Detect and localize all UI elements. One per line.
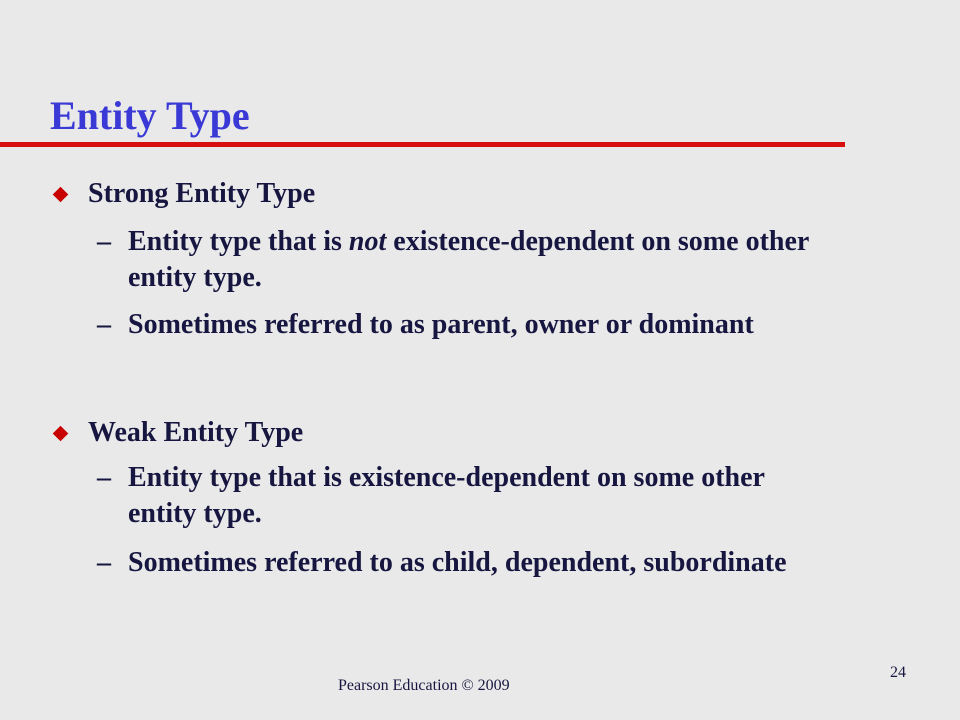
dash-marker: – <box>97 226 111 257</box>
sub-item-text: Sometimes referred to as parent, owner or dominant <box>128 309 754 340</box>
sub-item <box>97 307 837 379</box>
sub-item-text-part: existence-dependent on some other entity type. <box>128 226 809 293</box>
page-number: 24 <box>890 664 906 681</box>
bullet-weak-entity <box>52 416 303 450</box>
diamond-bullet-icon <box>53 425 69 441</box>
sub-item-text <box>128 224 838 296</box>
slide-title: Entity Type <box>50 93 250 138</box>
dash-marker: – <box>97 309 111 340</box>
bullet-heading: Weak Entity Type <box>88 417 304 448</box>
sub-item <box>97 460 837 532</box>
dash-marker: – <box>97 462 111 493</box>
diamond-bullet-icon <box>53 186 69 202</box>
sub-item-text: Entity type that is existence-dependent on some other entity type. <box>128 462 765 529</box>
sub-item <box>97 224 837 296</box>
bullet-strong-entity <box>52 177 315 211</box>
sub-item-text-part: Entity type that is <box>128 226 349 257</box>
title-underline <box>0 142 845 147</box>
sub-item <box>97 545 837 617</box>
dash-marker: – <box>97 547 111 578</box>
footer-copyright: Pearson Education © 2009 <box>338 677 510 694</box>
bullet-heading: Strong Entity Type <box>88 178 316 209</box>
sub-item-emphasis: not <box>348 226 387 257</box>
sub-item-text: Sometimes referred to as child, dependent, subordinate <box>128 547 787 578</box>
